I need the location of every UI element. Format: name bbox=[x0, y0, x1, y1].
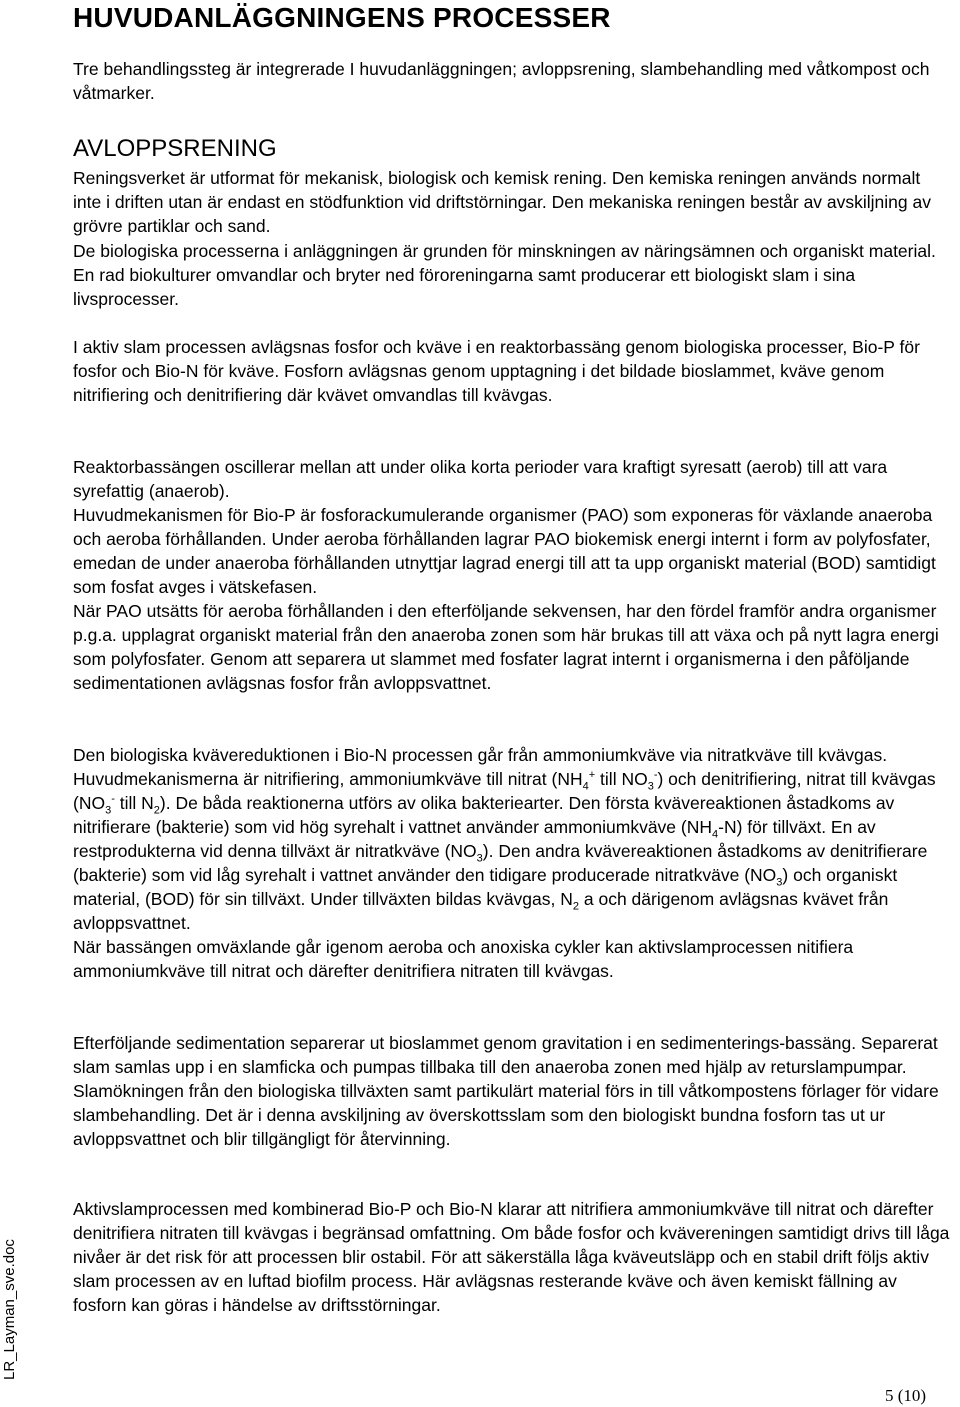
paragraph-pao: När PAO utsätts för aeroba förhållanden i den efterföljande sekvensen, har den fördel framför andra organismer p.g.a. upplagrat organiskt material från den anaeroba zonen som här brukas till att växa och på nytt lagra energi som polyfosfater. Genom att separera ut slammet med fosfater lagrat internt i organismerna i den påföljande sedimentationen avlägsnas fosfor från avloppsvattnet. bbox=[73, 601, 939, 693]
intro-paragraph: Tre behandlingssteg är integrerade I huvudanläggningen; avloppsrening, slambehandling med våtkompost och våtmarker. bbox=[73, 59, 930, 103]
section-heading: AVLOPPSRENING bbox=[73, 135, 277, 162]
page-title: HUVUDANLÄGGNINGENS PROCESSER bbox=[73, 2, 611, 33]
paragraph-mechanical: Reningsverket är utformat för mekanisk, biologisk och kemisk rening. Den kemiska reningen används normalt inte i driften utan är endast en stödfunktion vid driftstörningar. Den mekaniska reningen består av avskiljning av grövre partiklar och sand. bbox=[73, 168, 931, 236]
paragraph-biological: De biologiska processerna i anläggningen är grunden för minskningen av näringsämnen och organiskt material. En rad biokulturer omvandlar och bryter ned föroreningarna samt producerar ett biologiskt slam i sina livsprocesser. bbox=[73, 241, 936, 309]
paragraph-bio-p: Huvudmekanismen för Bio-P är fosforackumulerande organismer (PAO) som exponeras för växlande anaeroba och aeroba förhållanden. Under aeroba förhållanden lagrar PAO biokemisk energi internt i form av polyfosfater, emedan de under anaeroba förhållanden utnyttjar lagrad energi till att ta upp organiskt material (BOD) samtidigt som fosfat avges i vätskefasen. bbox=[73, 505, 936, 597]
paragraph-sedimentation: Efterföljande sedimentation separerar ut bioslammet genom gravitation i en sedimenterings-bassäng. Separerat slam samlas upp i en slamficka och pumpas tillbaka till den anaeroba zonen med hjälp av returslampumpar. Slamökningen från den biologiska tillväxten samt partikulärt material förs in till våtkompostens förlager för vidare slambehandling. Det är i denna avskiljning av överskottsslam som den biologiskt bundna fosforn tas ut ur avloppsvattnet och blir tillgängligt för återvinning. bbox=[73, 1033, 939, 1149]
page-number: 5 (10) bbox=[885, 1386, 927, 1405]
paragraph-active-sludge: I aktiv slam processen avlägsnas fosfor och kväve i en reaktorbassäng genom biologiska processer, Bio-P för fosfor och Bio-N för kväve. Fosforn avlägsnas genom upptagning i det bildade bioslammet, kväve genom nitrifiering och denitrifiering där kvävet omvandlas till kvävgas. bbox=[73, 337, 920, 405]
paragraph-bio-n: Den biologiska kvävereduktionen i Bio-N processen går från ammoniumkväve via nitratkväve till kvävgas. Huvudmekanismerna är nitrifiering, ammoniumkväve till nitrat ($NH_4^+$ till $NO_3^-$) och denitrifiering, nitrat till kvävgas ($NO_3^-$ till $N_2$). De båda reaktionerna utförs av olika bakteriearter. Den första kvävereaktionen åstadkoms av nitrifierare (bakterie) som vid hög syrehalt i vattnet använder ammoniumkväve $(NH_4-N)$ för tillväxt. En av restprodukterna vid denna tillväxt är nitratkväve $(NO_3)$. Den andra kvävereaktionen åstadkoms av denitrifierare (bakterie) som vid låg syrehalt i vattnet använder den tidigare producerade nitratkväve $(NO_3)$ och organiskt material, (BOD) för sin tillväxt. Under tillväxten bildas kvävgas, $N_2$ a och därigenom avlägsnas kvävet från avloppsvattnet. bbox=[73, 745, 936, 933]
paragraph-summary: Aktivslamprocessen med kombinerad Bio-P och Bio-N klarar att nitrifiera ammoniumkväve till nitrat och därefter denitrifiera nitraten till kvävgas i begränsad omfattning. Om både fosfor och kvävereningen samtidigt drivs till låga nivåer är det risk för att processen blir ostabil. För att säkerställa låga kväveutsläpp och en stabil drift följs aktiv slam processen av en luftad biofilm process. Här avlägsnas resterande kväve och även kemiskt fällning av fosforn kan göras i händelse av driftsstörningar. bbox=[73, 1199, 950, 1315]
paragraph-reactor: Reaktorbassängen oscillerar mellan att under olika korta perioder vara kraftigt syresatt (aerob) till att vara syrefattig (anaerob). bbox=[73, 457, 888, 501]
side-file-label: LR_Layman_sve.doc bbox=[1, 1239, 18, 1380]
paragraph-cycles: När bassängen omväxlande går igenom aeroba och anoxiska cykler kan aktivslamprocessen nitifiera ammoniumkväve till nitrat och därefter denitrifiera nitraten till kvävgas. bbox=[73, 937, 854, 981]
